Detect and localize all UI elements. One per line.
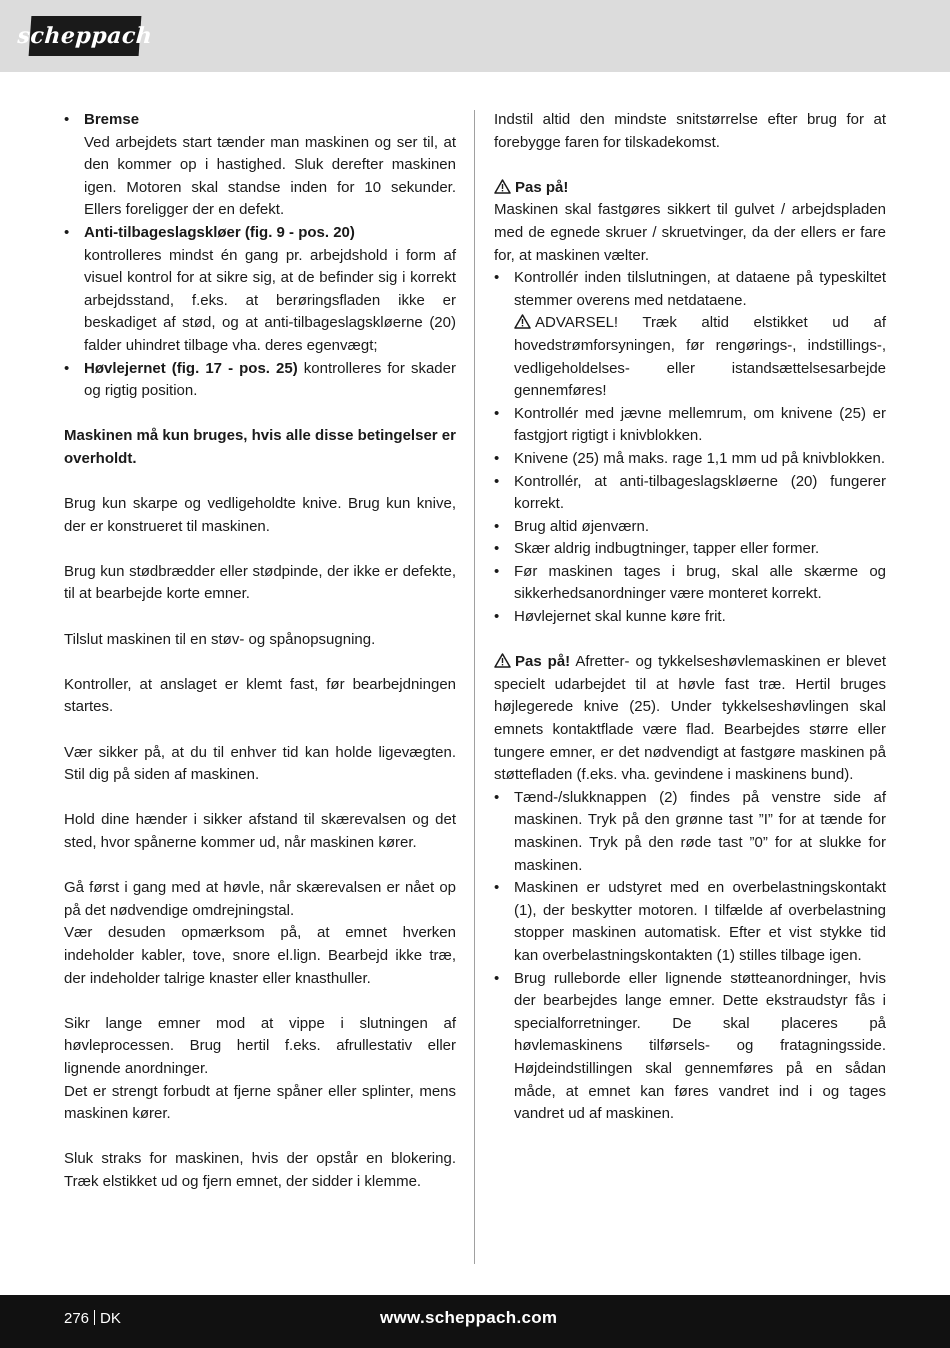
bullet-dot: • xyxy=(494,879,500,897)
intro-paragraph: Indstil altid den mindste snitstørrelse efter brug for at forebygge faren for tilskadekomst. xyxy=(494,111,886,151)
website-link[interactable]: www.scheppach.com xyxy=(380,1308,558,1327)
dust-extraction-paragraph: Tilslut maskinen til en støv- og spånopsugning. xyxy=(64,630,376,648)
page-separator xyxy=(94,1310,95,1325)
inspection-list xyxy=(64,109,456,403)
right-column xyxy=(494,109,886,1126)
list-item-anti-kickback-check: • Kontrollér, at anti-tilbageslagskløerne (20) fungerer korrekt. xyxy=(494,472,886,513)
list-item-no-rebates: • Skær aldrig indbugtninger, tapper eller former. xyxy=(494,538,886,561)
warning-paragraph-2 xyxy=(494,651,886,787)
conditions-note: Maskinen må kun bruges, hvis alle disse betingelser er overholdt. xyxy=(64,427,456,467)
operation-list xyxy=(494,787,886,1126)
bullet-dot: • xyxy=(494,269,500,287)
bullet-dot: • xyxy=(494,788,500,806)
brake-text: Ved arbejdets start tænder man maskinen og ser til, at den kommer op i hastighed. Sluk derefter maskinen igen. Motoren skal standse inden for 10 sekunder. Ellers foreligger der en defekt. xyxy=(84,133,456,219)
warning-title-2: Pas på! xyxy=(515,653,571,671)
bullet-dot: • xyxy=(494,449,500,467)
anti-kickback-text: kontrolleres mindst én gang pr. arbejdshold i form af visuel kontrol for at sikre sig, at de befinder sig i korrekt arbejdsstand, f.eks. at berøringsfladen ikke er beskadiget af stød, og at anti-tilbageslagskløerne (20) falder uhindret tilbage vha. deres egenvægt; xyxy=(84,246,456,354)
workpiece-check-paragraph: Vær desuden opmærksom på, at emnet hverken indeholder kabler, tove, snore el.lign. Bearbejd ikke træ, der indeholder talrige knaster eller knasthuller. xyxy=(64,924,456,987)
list-item-planer-free: • Høvlejernet skal kunne køre frit. xyxy=(494,606,886,629)
anti-kickback-title: Anti-tilbageslagskløer (fig. 9 - pos. 20) xyxy=(84,223,355,241)
scheppach-logo: scheppach xyxy=(29,16,142,56)
bullet-dot: • xyxy=(64,223,70,241)
warning-text-1: Maskinen skal fastgøres sikkert til gulvet / arbejdspladen med de egnede skruer / skruetvinger, da der ellers er fare for, at maskinen vælter. xyxy=(494,201,886,264)
safety-checks-list xyxy=(494,267,886,629)
warning-triangle-icon xyxy=(494,179,511,194)
list-item-roller-tables: • Brug rulleborde eller lignende støtteanordninger, hvis der bearbejdes lange emner. Dette ekstraudstyr fås i specialforretninger. De skal placeres på høvlemaskinens tilførsels- og fratagningsside. Højdeindstillingen skal gennemføres på en sådan måde, at emnet kan føres vandret ind i og tages vandret ud af maskinen. xyxy=(494,969,886,1123)
footer-band xyxy=(0,1295,950,1348)
warning-heading-1 xyxy=(494,177,886,200)
start-speed-paragraph: Gå først i gang med at høvle, når skærevalsen er nået op på det nødvendige omdrejningstal. xyxy=(64,879,456,919)
bullet-dot: • xyxy=(494,562,500,580)
list-item-eye-protection: • Brug altid øjenværn. xyxy=(494,516,886,539)
knives-paragraph: Brug kun skarpe og vedligeholdte knive. Brug kun knive, der er konstrueret til maskinen. xyxy=(64,495,456,535)
warning-triangle-icon xyxy=(494,653,511,668)
balance-paragraph: Vær sikker på, at du til enhver tid kan holde ligevægten. Stil dig på siden af maskinen. xyxy=(64,743,456,784)
list-item-knives-fixed: • Kontrollér med jævne mellemrum, om knivene (25) er fastgjort rigtigt i knivblokken. xyxy=(494,404,886,445)
list-item-guards-mounted: • Før maskinen tages i brug, skal alle skærme og sikkerhedsanordninger være monteret korrekt. xyxy=(494,562,886,603)
list-item-brake xyxy=(64,109,456,222)
push-sticks-paragraph: Brug kun stødbrædder eller stødpinde, der ikke er defekte, til at bearbejde korte emner. xyxy=(64,562,456,603)
fence-paragraph: Kontroller, at anslaget er klemt fast, før bearbejdningen startes. xyxy=(64,675,456,716)
list-item-anti-kickback xyxy=(64,222,456,358)
bullet-dot: • xyxy=(64,111,70,128)
long-workpiece-paragraph: Sikr lange emner mod at vippe i slutningen af høvleprocessen. Brug hertil f.eks. afrullestativ eller lignende anordninger. xyxy=(64,1014,456,1077)
bullet-dot: • xyxy=(494,540,500,558)
warning-triangle-icon xyxy=(514,314,531,329)
warning-text-2: Afretter- og tykkelseshøvlemaskinen er blevet specielt udarbejdet til at høvle fast træ. Hertil bruges højlegerede knive (25). Under tykkelseshøvlingen skal emnets kontaktflade være flad. Bearbejdes større eller tungere emner, er det nødvendigt at fastgøre maskinen på støttefladen (f.eks. vha. gevindene i maskinens bund). xyxy=(494,653,887,784)
language-code: DK xyxy=(100,1310,121,1327)
advarsel-text: ADVARSEL! Træk altid elstikket ud af hovedstrømforsyningen, før rengørings-, indstillings-, vedligeholdelses- eller istandsættelsesarbejde gennemføres! xyxy=(514,314,886,400)
list-item-planer-blade xyxy=(64,358,456,403)
list-item-type-plate: • Kontrollér inden tilslutningen, at dataene på typeskiltet stemmer overens med netdataene. xyxy=(494,269,886,309)
page-indicator xyxy=(64,1310,121,1327)
hands-paragraph: Hold dine hænder i sikker afstand til skærevalsen og det sted, hvor spånerne kommer ud, når maskinen kører. xyxy=(64,811,456,851)
left-column xyxy=(64,109,456,1194)
list-item-on-off-switch: • Tænd-/slukknappen (2) findes på venstre side af maskinen. Tryk på den grønne tast ”I” for at tænde for maskinen. Tryk på den røde tast ”0” for at slukke for maskinen. xyxy=(494,788,886,874)
column-divider xyxy=(474,110,475,1264)
list-item-overload-switch: • Maskinen er udstyret med en overbelastningskontakt (1), der beskytter motoren. I tilfælde af overbelastning stopper maskinen automatisk. Efter et vist stykke tid kan overbelastningskontakten (1) stilles tilbage igen. xyxy=(494,879,886,964)
advarsel-note xyxy=(494,312,886,402)
brake-title: Bremse xyxy=(84,111,140,128)
chips-prohibited-paragraph: Det er strengt forbudt at fjerne spåner eller splinter, mens maskinen kører. xyxy=(64,1082,456,1123)
planer-blade-text: kontrolleres for skader og rigtig position. xyxy=(84,359,456,400)
planer-blade-title: Høvlejernet (fig. 17 - pos. 25) xyxy=(84,359,298,377)
bullet-dot: • xyxy=(494,404,500,422)
bullet-dot: • xyxy=(494,472,500,490)
page-number: 276 xyxy=(64,1310,90,1327)
blockage-paragraph: Sluk straks for maskinen, hvis der opstår en blokering. Træk elstikket ud og fjern emnet, der sidder i klemme. xyxy=(64,1150,456,1190)
bullet-dot: • xyxy=(494,608,500,626)
bullet-dot: • xyxy=(494,969,500,987)
list-item-knives-protrusion: • Knivene (25) må maks. rage 1,1 mm ud på knivblokken. xyxy=(494,448,886,471)
header-band xyxy=(0,0,950,72)
warning-title-1: Pas på! xyxy=(515,178,569,196)
bullet-dot: • xyxy=(494,517,500,535)
bullet-dot: • xyxy=(64,359,70,377)
